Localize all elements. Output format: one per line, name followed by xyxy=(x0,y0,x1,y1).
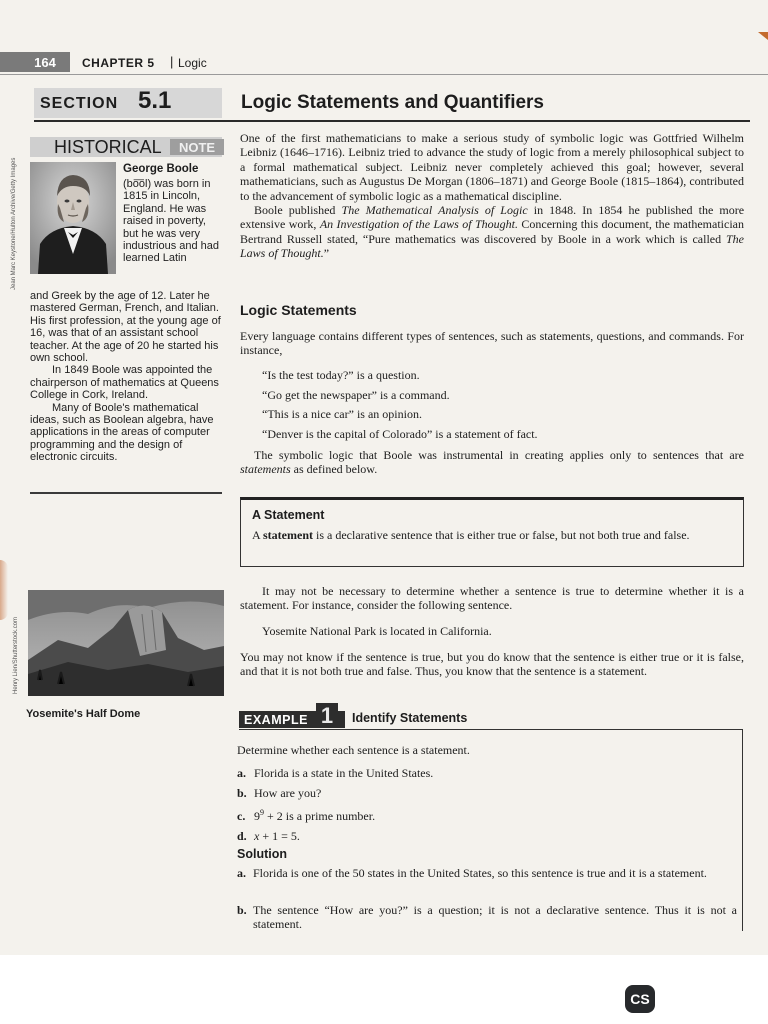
example-items xyxy=(237,763,433,846)
example-prompt: Determine whether each sentence is a statement. xyxy=(237,743,470,757)
example-side-rule xyxy=(742,729,743,931)
section-number: 5.1 xyxy=(138,87,172,114)
half-dome-photo xyxy=(28,590,224,696)
example-sentence: “This is a nice car” is an opinion. xyxy=(262,407,422,422)
section-title: Logic Statements and Quantifiers xyxy=(241,92,544,113)
page-number: 164 xyxy=(34,54,56,70)
body-paragraph-truth: It may not be necessary to determine whether a sentence is true to determine whether it is a statement. For instance, consider the following sentence. xyxy=(240,584,744,613)
historical-note-rule xyxy=(30,492,222,494)
book-title: The Mathematical Analysis of Logic xyxy=(341,203,528,218)
book-title: An Investigation of the Laws of Thought. xyxy=(319,217,518,232)
boole-bio-paragraph: and Greek by the age of 12. Later he mastered German, French, and Italian. His first profession, at the young age of 16, was that of an assistant school teacher. At the age of 20 he started his own school. xyxy=(30,290,221,365)
boole-bio-paragraph: In 1849 Boole was appointed the chairperson of mathematics at Queens College in Cork, Ireland. xyxy=(30,364,219,402)
example-sentence: “Is the test today?” is a question. xyxy=(262,368,420,382)
defined-term: statement xyxy=(263,528,313,542)
boole-bio-wide xyxy=(30,290,224,464)
book-title: The Laws of Thought. xyxy=(240,231,744,261)
boole-photo-credit: Jean Marc Keystone/Hulton Archive/Getty Images xyxy=(11,157,17,290)
example-sentences xyxy=(262,366,538,444)
body-paragraph-know: You may not know if the sentence is true, but you do know that the sentence is either true or it is false, and that it is not both true and false. Thus, you know that the sentence is a statement. xyxy=(240,650,744,679)
solution-item: b. The sentence “How are you?” is a question; it is not a declarative sentence. Thus it is not a statement. xyxy=(237,903,737,932)
example-number: 1 xyxy=(316,703,338,728)
boole-bio-paragraph: Many of Boole's mathematical ideas, such as Boolean algebra, have applications in the areas of computer programming and the design of electronic circuits. xyxy=(30,401,214,464)
section-rule xyxy=(34,120,750,122)
chapter-header xyxy=(0,50,768,78)
page-number-tab xyxy=(0,52,70,72)
logic-statements-heading: Logic Statements xyxy=(240,302,357,318)
example-tag: EXAMPLE xyxy=(239,711,345,728)
historical-note-heading: HISTORICAL xyxy=(54,137,162,157)
half-dome-caption: Yosemite's Half Dome xyxy=(26,708,141,720)
yosemite-sentence: Yosemite National Park is located in California. xyxy=(262,624,492,638)
section-label: SECTION xyxy=(40,95,119,112)
page-corner-mark xyxy=(758,32,768,40)
chapter-label: CHAPTER 5 xyxy=(82,56,155,70)
example-item: a. Florida is a state in the United States. xyxy=(237,766,434,780)
camscanner-badge[interactable]: CS xyxy=(625,985,655,1013)
example-sentence: “Go get the newspaper” is a command. xyxy=(262,387,450,402)
boole-bio-narrow: (bo͞ol) was born in 1815 in Lincoln, England. He was raised in poverty, but he was very industrious and had learned Latin xyxy=(123,178,220,265)
example-item: c. $9^9 + 2$ is a prime number. xyxy=(237,808,376,823)
example-item: d. x + 1 = 5. xyxy=(237,829,300,843)
solution-heading: Solution xyxy=(237,847,287,861)
finger-shadow xyxy=(0,560,8,620)
intro-paragraph-2: Boole published The Mathematical Analysis of Logic in 1848. In 1854 he published the more extensive work, An Investigation of the Laws of Thought. Concerning this document, the mathematician Bertrand Russell stated, “Pure mathematics was discovered by Boole in a work which is called The Laws of Thought.” xyxy=(240,203,745,261)
solution-item: a. Florida is one of the 50 states in the United States, so this sentence is true and it is a statement. xyxy=(237,866,707,880)
example-rule xyxy=(239,729,743,730)
example-title: Identify Statements xyxy=(352,711,468,725)
george-boole-portrait xyxy=(30,162,116,274)
emphasis-statements: statements xyxy=(240,462,291,477)
half-dome-photo-credit: Henry Lien/Shutterstock.com xyxy=(13,616,19,694)
header-rule xyxy=(0,74,768,75)
example-sentence: “Denver is the capital of Colorado” is a statement of fact. xyxy=(262,426,538,441)
historical-note-tag: NOTE xyxy=(170,139,224,155)
example-item: b. How are you? xyxy=(237,786,322,800)
chapter-separator: | xyxy=(170,54,174,69)
intro-text xyxy=(240,131,744,261)
logic-statements-intro: Every language contains different types of sentences, such as statements, questions, and commands. For instance, xyxy=(240,329,744,358)
definition-title: A Statement xyxy=(252,508,325,522)
chapter-topic: Logic xyxy=(178,56,207,70)
definition-text: A statement is a declarative sentence that is either true or false, but not both true and false. xyxy=(252,528,690,542)
boole-name: George Boole xyxy=(123,163,199,175)
intro-paragraph-1: One of the first mathematicians to make a serious study of symbolic logic was Gottfried Wilhelm Leibniz (1646–1716). Leibniz tried to advance the study of logic from a merely philosophical subject to a formal mathematical subject. Leibniz never completely achieved this goal; however, several mathematicians, such as Augustus De Morgan (1806–1871) and George Boole (1815–1864), contributed to the advancement of symbolic logic as a mathematical discipline. xyxy=(240,131,744,203)
symbolic-logic-paragraph: The symbolic logic that Boole was instrumental in creating applies only to sentences that are statements as defined below. xyxy=(240,448,744,477)
